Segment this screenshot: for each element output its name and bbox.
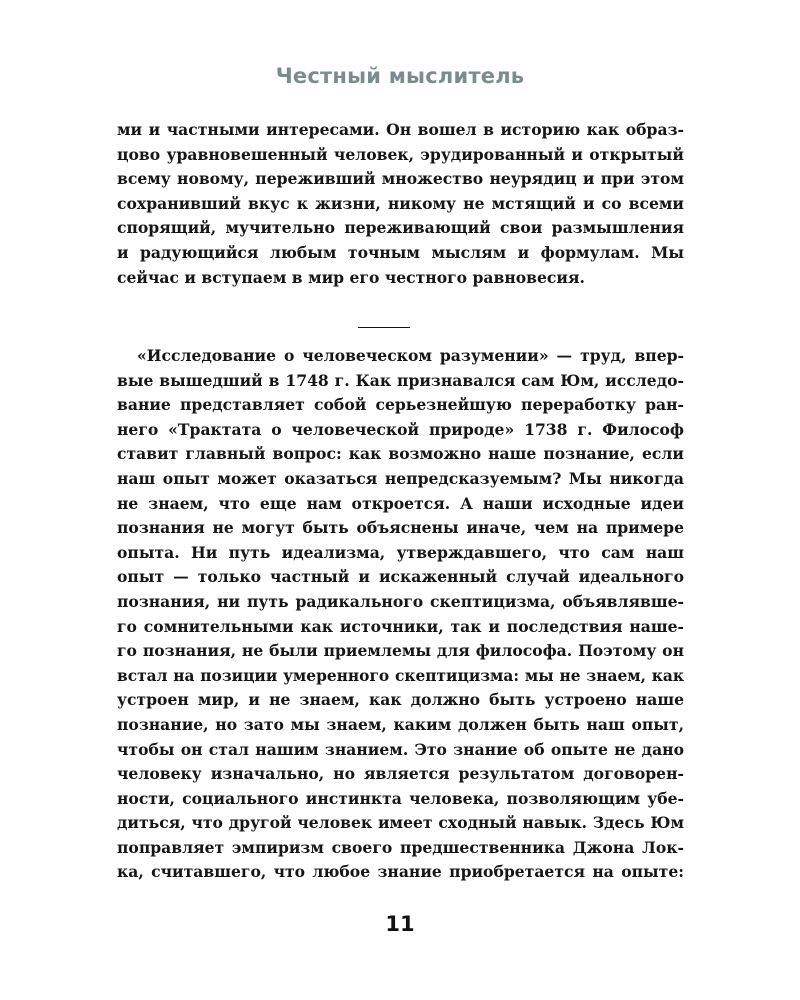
text-line: встал на позиции умеренного скептицизма: мы не знаем, как: [117, 666, 684, 685]
page-number: 11: [385, 912, 415, 936]
text-line: сейчас и вступаем в мир его честного равновесия.: [117, 267, 585, 287]
text-line: ставит главный вопрос: как возможно наше познание, если: [117, 444, 684, 464]
text-line: познания, ни путь радикального скептицизма, объявлявше-: [117, 591, 684, 611]
text-line: го познания, не были приемлемы для философа. Поэтому он: [117, 641, 684, 661]
text-line: не знаем, что еще нам откроется. А наши исходные идеи: [117, 493, 684, 513]
running-head: Честный мыслитель: [275, 64, 525, 88]
text-line: поправляет эмпиризм своего предшественника Джона Лок-: [117, 837, 684, 857]
text-line: опыт — только частный и искаженный случай идеального: [117, 567, 684, 587]
text-line: го сомнительными как источники, так и последствия наше-: [117, 616, 684, 636]
text-line: сохранивший вкус к жизни, никому не мстящий и со всеми: [117, 193, 684, 213]
text-line: вые вышедший в 1748 г. Как признавался сам Юм, исследо-: [117, 370, 684, 390]
text-line: цово уравновешенный человек, эрудированный и открытый: [117, 144, 684, 164]
section-separator: [358, 327, 410, 328]
text-line: спорящий, мучительно переживающий свои размышления: [117, 218, 684, 238]
text-line: ности, социального инстинкта человека, позволяющим убе-: [117, 788, 684, 808]
text-line: устроен мир, и не знаем, как должно быть устроено наше: [117, 690, 684, 710]
text-line: человеку изначально, но является результатом договорен-: [117, 764, 684, 784]
text-line: всему новому, переживший множество неурядиц и при этом: [117, 169, 684, 189]
paragraph-continued: [117, 118, 684, 290]
text-line: вание представляет собой серьезнейшую переработку ран-: [117, 395, 684, 415]
text-line: диться, что другой человек имеет сходный навык. Здесь Юм: [117, 813, 684, 833]
text-line: ка, считавшего, что любое знание приобретается на опыте:: [117, 862, 684, 882]
text-line: него «Трактата о человеческой природе» 1738 г. Философ: [117, 419, 684, 439]
text-line: познание, но зато мы знаем, каким должен быть наш опыт,: [117, 714, 684, 734]
text-line: наш опыт может оказаться непредсказуемым? Мы никогда: [117, 468, 684, 488]
text-line: опыта. Ни путь идеализма, утверждавшего, что сам наш: [117, 542, 684, 562]
text-line: познания не могут быть объяснены иначе, чем на примере: [117, 518, 684, 538]
text-line: и радующийся любым точным мыслям и формулам. Мы: [117, 242, 684, 262]
text-line: ми и частными интересами. Он вошел в историю как образ-: [117, 120, 684, 139]
text-line-first: «Исследование о человеческом разумении» — труд, впер-: [137, 346, 684, 365]
paragraph-main: [117, 344, 684, 885]
text-line: чтобы он стал нашим знанием. Это знание об опыте не дано: [117, 739, 684, 759]
